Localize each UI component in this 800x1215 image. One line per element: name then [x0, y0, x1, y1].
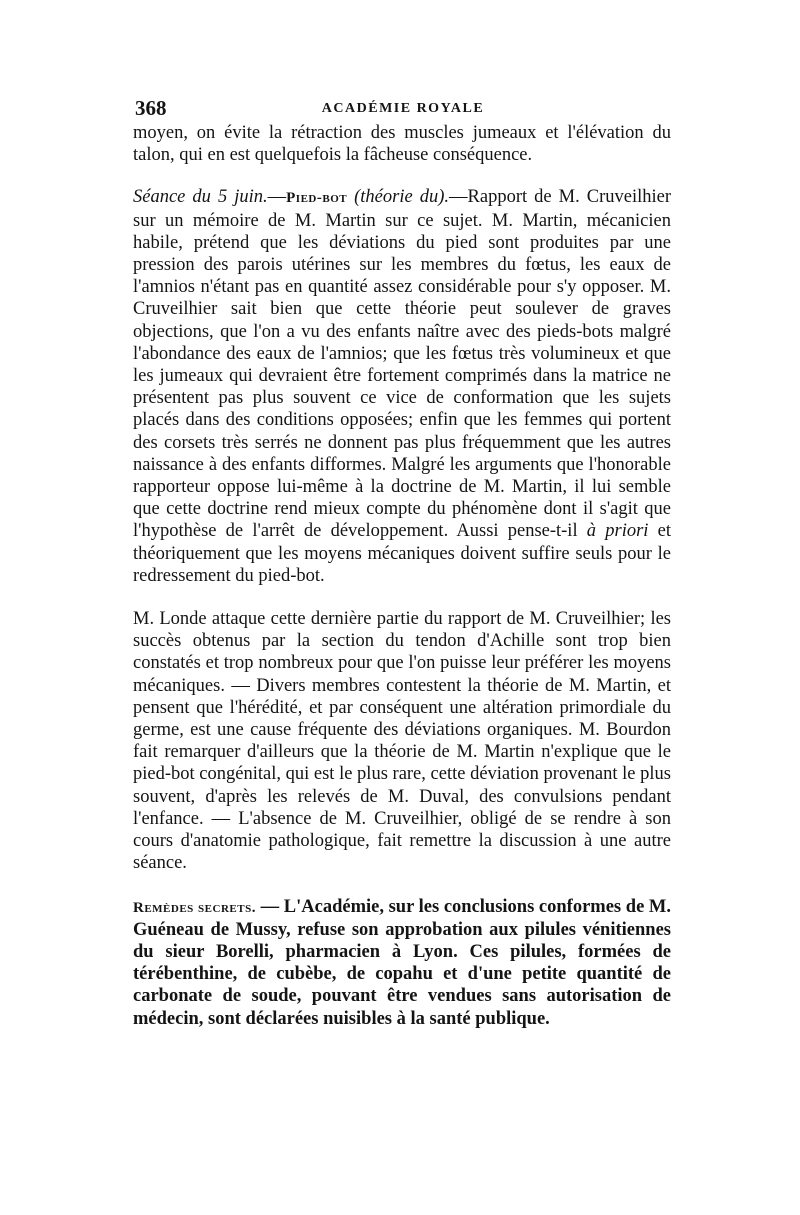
paragraph-londe: M. Londe attaque cette dernière partie du rapport de M. Cruveilhier; les succès obtenus par la section du tendon d'Achille sont trop bien constatés et trop nombreux pour que l'on puisse leur préférer les moyens mécaniques. — Divers membres contestent la théorie de M. Martin, et pensent que l'hérédité, et par conséquent une altération primordiale du germe, est une cause fréquente des déviations organiques. M. Bourdon fait remarquer d'ailleurs que la théorie de M. Martin n'explique que le pied-bot congénital, qui est le plus rare, cette déviation provenant le plus souvent, d'après les relevés de M. Duval, des convulsions pendant l'enfance. — L'absence de M. Cruveilhier, obligé de se rendre à son cours d'anatomie pathologique, fait remettre la discussion à une autre séance. — [133, 609, 671, 874]
paragraph-continuation: moyen, on évite la rétraction des muscles jumeaux et l'élévation du talon, qui en est quelquefois la fâcheuse conséquence. — [133, 123, 671, 166]
italic-phrase: à priori — [586, 521, 649, 542]
paragraph-text: —Rapport de M. Cruveilhier sur un mémoire de M. Martin sur ce sujet. M. Martin, mécanicien habile, prétend que les déviations du pied sont produites par une pression des parois utérines sur les membres du fœtus, les eaux de l'amnios n'étant pas en quantité assez considérable pour s'y opposer. M. Cruveilhier sait bien que cette théorie peut soulever de graves objections, que l'on a vu des enfants naître avec des pieds-bots malgré l'abondance des eaux de l'amnios; que les fœtus très volumineux et que les jumeaux qui devraient être fortement comprimés dans la matrice ne présentent pas plus souvent ce vice de conformation que les sujets placés dans des conditions opposées; enfin que les femmes qui portent des corsets très serrés ne donnent pas plus fréquemment que les autres naissance à des enfants difformes. Malgré les arguments que l'honorable rapporteur oppose lui-même à la doctrine de M. Martin, il lui semble que cette doctrine rend mieux compte du phénomène dont il s'agit que l'hypothèse de l'arrêt de développement. Aussi pense-t-il — [133, 187, 671, 542]
body-text — [133, 122, 671, 1051]
paragraph-pied-bot — [133, 186, 671, 587]
paragraph-text-end: et théoriquement que les moyens mécaniques doivent suffire seuls pour le redressement du pied-bot. — [133, 521, 671, 586]
session-date: Séance du 5 juin. — [133, 187, 268, 208]
topic-subheading: (théorie du). — [354, 187, 450, 208]
topic-heading: Pied-bot — [286, 190, 348, 207]
paragraph-text: L'Académie, sur les conclusions conformes de M. Guéneau de Mussy, refuse son approbation aux pilules vénitiennes du sieur Borelli, pharmacien à Lyon. Ces pilules, formées de térébenthine, de cubèbe, de copahu et d'une petite quantité de carbonate de soude, pouvant être vendues sans autorisation de médecin, sont déclarées nuisibles à la santé publique. — [133, 896, 672, 1029]
dash: — — [267, 187, 287, 208]
page-number: 368 — [135, 96, 167, 120]
section-heading: Remèdes secrets. — [133, 899, 256, 916]
running-head: ACADÉMIE ROYALE — [321, 101, 485, 116]
dash: — — [255, 896, 284, 917]
paragraph-remedes — [133, 896, 671, 1030]
page-header — [135, 96, 671, 124]
